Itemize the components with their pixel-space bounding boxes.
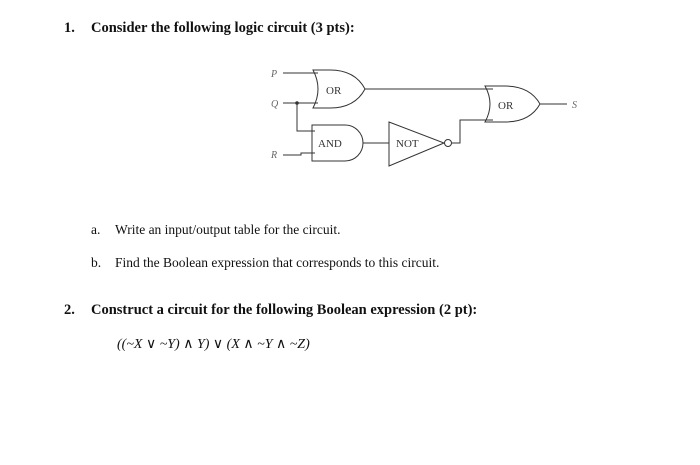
wire-not-out <box>452 120 493 143</box>
part-a-label: a. <box>91 222 101 237</box>
question-1-number: 1. <box>64 20 75 36</box>
output-label-s: S <box>572 100 577 111</box>
wire-r <box>283 153 315 155</box>
logic-circuit-diagram <box>250 60 590 180</box>
junction-dot <box>295 101 299 105</box>
question-2-text: Construct a circuit for the following Boolean expression (2 pt): <box>91 302 478 318</box>
boolean-expression: ((~X ∨ ~Y) ∧ Y) ∨ (X ∧ ~Y ∧ ~Z) <box>117 337 310 352</box>
input-label-r: R <box>271 150 278 161</box>
part-a-text: Write an input/output table for the circuit. <box>115 222 341 237</box>
question-2-number: 2. <box>64 302 75 318</box>
input-label-q: Q <box>271 99 279 110</box>
part-b-text: Find the Boolean expression that corresponds to this circuit. <box>115 255 440 270</box>
input-label-p: P <box>271 69 278 80</box>
not-gate-bubble <box>445 140 452 147</box>
not-gate-label: NOT <box>396 138 419 150</box>
question-1-text: Consider the following logic circuit (3 pts): <box>91 20 355 36</box>
or-gate-2-label: OR <box>498 100 514 112</box>
part-b-label: b. <box>91 255 102 270</box>
and-gate-label: AND <box>318 138 342 150</box>
or-gate-1-label: OR <box>326 85 342 97</box>
